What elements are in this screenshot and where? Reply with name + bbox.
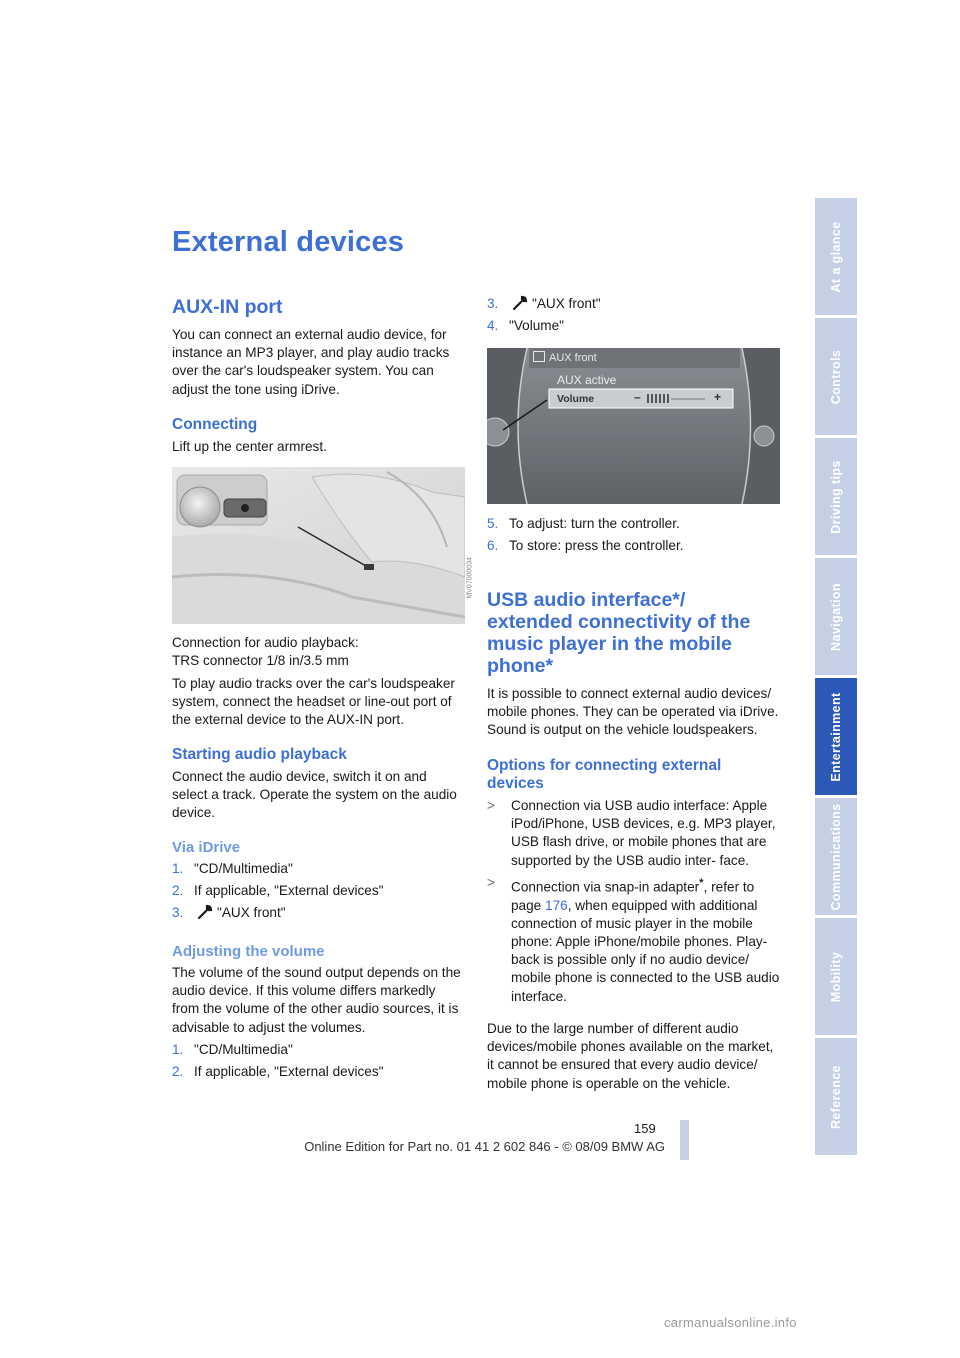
final-steps [487, 515, 782, 555]
tab-navigation[interactable]: Navigation [815, 558, 857, 675]
usb-closing: Due to the large number of different audio devices/mobile phones available on the market, it cannot be ensured that every audio device/ mobile phone is operable on the vehicle. [487, 1021, 774, 1091]
tab-controls[interactable]: Controls [815, 318, 857, 435]
options-list [487, 797, 782, 1006]
page-number: 159 [634, 1121, 656, 1136]
volume-heading: Adjusting the volume [172, 943, 325, 960]
idrive-screen-frame [487, 348, 780, 504]
connecting-heading: Connecting [172, 416, 258, 433]
list-item: 1. "CD/Multimedia" [172, 1042, 293, 1057]
list-item: 2. If applicable, "External devices" [172, 883, 384, 899]
tab-reference[interactable]: Reference [815, 1038, 857, 1155]
connection-text: To play audio tracks over the car's loudspeaker system, connect the headset or line-out port of the external device to the AUX-IN port. [172, 676, 455, 728]
screen-status: AUX active [557, 373, 617, 387]
page-title: External devices [172, 226, 405, 258]
usb-heading: USB audio interface*/ extended connectivity of the music player in the mobile phone* [487, 589, 751, 677]
volume-steps-a [172, 1041, 467, 1081]
list-item: > Connection via snap-in adapter*, refer to page 176, when equipped with additional connection of music player in the mobile phone: Apple iPhone/mobile phones. Play- back is possible only if no audio device/ mobile phone is connected to the USB audio interface. [487, 874, 780, 1004]
armrest-photo [172, 467, 474, 624]
armrest-photo-drawing [172, 467, 465, 624]
volume-steps-b [487, 295, 782, 335]
photo-code: MV07000034 [467, 557, 474, 599]
usb-intro: It is possible to connect external audio devices/ mobile phones. They can be operated via iDrive. Sound is output on the vehicle loudspeakers. [487, 686, 779, 738]
list-item: 5. To adjust: turn the controller. [487, 516, 680, 531]
page-link-176[interactable]: 176 [545, 897, 568, 913]
tab-communications[interactable]: Communications [815, 798, 857, 915]
screen-volume-label: Volume [557, 393, 595, 405]
list-item: 3. "AUX front" [172, 905, 286, 921]
idrive-screen [487, 348, 780, 504]
wrench-icon [512, 295, 528, 311]
tab-entertainment[interactable]: Entertainment [815, 678, 857, 795]
screen-minus: – [634, 390, 641, 404]
watermark: carmanualsonline.info [664, 1315, 797, 1330]
screen-plus: + [714, 390, 722, 404]
list-item: 6. To store: press the controller. [487, 538, 684, 554]
footer-bar [680, 1120, 689, 1160]
list-item: 1. "CD/Multimedia" [172, 861, 293, 876]
volume-text: The volume of the sound output depends on the audio device. If this volume differs markedly from the volume of the other audio sources, it is advisable to adjust the volumes. [172, 965, 461, 1035]
section-tabs [815, 198, 857, 1158]
tab-mobility[interactable]: Mobility [815, 918, 857, 1035]
list-item: 3. "AUX front" [487, 296, 601, 311]
list-item: 2. If applicable, "External devices" [172, 1064, 384, 1080]
tab-at-a-glance[interactable]: At a glance [815, 198, 857, 315]
tab-driving-tips[interactable]: Driving tips [815, 438, 857, 555]
idrive-steps [172, 860, 467, 923]
idrive-heading: Via iDrive [172, 839, 241, 856]
screen-header: AUX front [533, 351, 597, 364]
list-item: 4. "Volume" [487, 318, 564, 334]
aux-heading: AUX-IN port [172, 296, 283, 318]
playback-heading: Starting audio playback [172, 746, 347, 763]
wrench-icon [197, 904, 213, 920]
list-item: > Connection via USB audio interface: Apple iPod/iPhone, USB devices, e.g. MP3 player, USB flash drive, or mobile phones that are supported by the USB audio inter- face. [487, 798, 776, 868]
options-heading: Options for connecting external devices [487, 757, 722, 792]
playback-text: Connect the audio device, switch it on and select a track. Operate the system on the audio device. [172, 769, 457, 821]
connection-line2: TRS connector 1/8 in/3.5 mm [172, 653, 349, 668]
connection-line1: Connection for audio playback: [172, 635, 359, 650]
aux-intro: You can connect an external audio device, for instance an MP3 player, and play audio tracks over the car's loudspeaker system. You can adjust the tone using iDrive. [172, 327, 450, 397]
menu-icon [533, 351, 545, 362]
connecting-text: Lift up the center armrest. [172, 439, 327, 454]
footer-text: Online Edition for Part no. 01 41 2 602 846 - © 08/09 BMW AG [304, 1139, 665, 1154]
